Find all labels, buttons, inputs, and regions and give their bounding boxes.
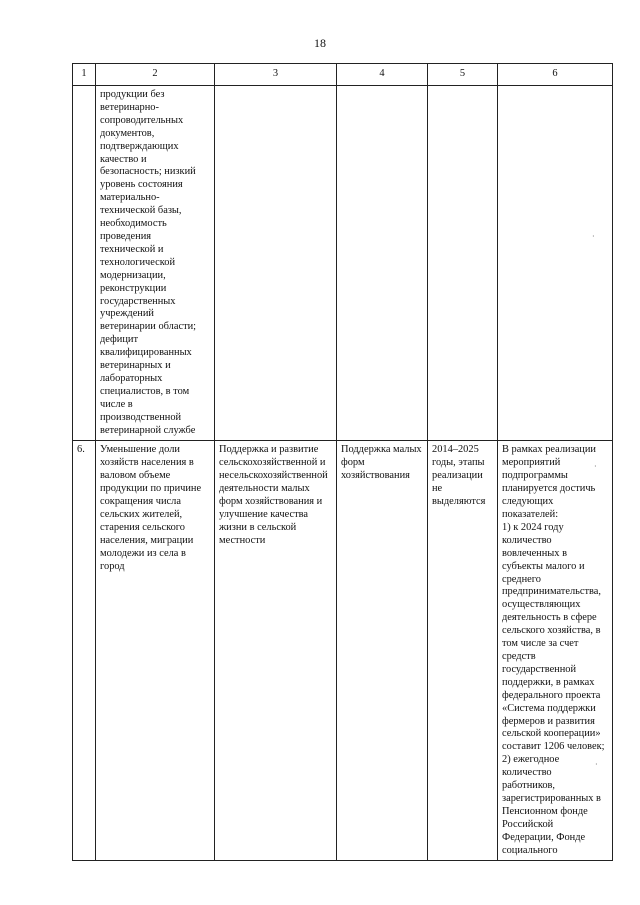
period-cell: 2014–2025 годы, этапы реализации не выделяются bbox=[428, 441, 498, 861]
row-number-cell bbox=[73, 86, 96, 441]
scan-speck: · bbox=[592, 232, 595, 241]
column-header-4: 4 bbox=[337, 64, 428, 86]
problem-description-cell: продукции без ветеринарно- сопроводительных документов, подтверждающих качество и безопасность; низкий уровень состояния материально- технической базы, необходимость проведения технической и технологической модернизации, реконструкции государственных учреждений ветеринарии области; дефицит квалифицированных ветеринарных и лабораторных специалистов, в том числе в производственной ветеринарной службе bbox=[96, 86, 215, 441]
table-row-6 bbox=[73, 441, 613, 861]
indicators-cell bbox=[498, 86, 613, 441]
subprogram-cell: Поддержка малых форм хозяйствования bbox=[337, 441, 428, 861]
goal-cell bbox=[215, 86, 337, 441]
subprogram-cell bbox=[337, 86, 428, 441]
goal-cell: Поддержка и развитие сельскохозяйственной и несельскохозяйственной деятельности малых форм хозяйствования и улучшение качества жизни в сельской местности bbox=[215, 441, 337, 861]
column-header-1: 1 bbox=[73, 64, 96, 86]
scan-speck: · bbox=[594, 462, 597, 471]
column-header-5: 5 bbox=[428, 64, 498, 86]
problem-description-cell: Уменьшение доли хозяйств населения в валовом объеме продукции по причине сокращения числа сельских жителей, старения сельского населения, миграции молодежи из села в город bbox=[96, 441, 215, 861]
column-header-6: 6 bbox=[498, 64, 613, 86]
column-header-2: 2 bbox=[96, 64, 215, 86]
indicators-cell: В рамках реализации мероприятий подпрограммы планируется достичь следующих показателей: 1) к 2024 году количество вовлеченных в субъекты малого и среднего предпринимательства, осуществляющих деятельность в сфере сельского хозяйства, в том числе за счет средств государственной поддержки, в рамках федерального проекта «Система поддержки фермеров и развития сельской кооперации» составит 1206 человек; 2) ежегодное количество работников, зарегистрированных в Пенсионном фонде Российской Федерации, Фонде социального bbox=[498, 441, 613, 861]
scan-speck: · bbox=[595, 760, 598, 769]
table-header-row bbox=[73, 64, 613, 86]
page-number: 18 bbox=[314, 36, 326, 50]
table-row-continuation bbox=[73, 86, 613, 441]
row-number-cell: 6. bbox=[73, 441, 96, 861]
column-header-3: 3 bbox=[215, 64, 337, 86]
program-table bbox=[72, 63, 613, 861]
period-cell bbox=[428, 86, 498, 441]
